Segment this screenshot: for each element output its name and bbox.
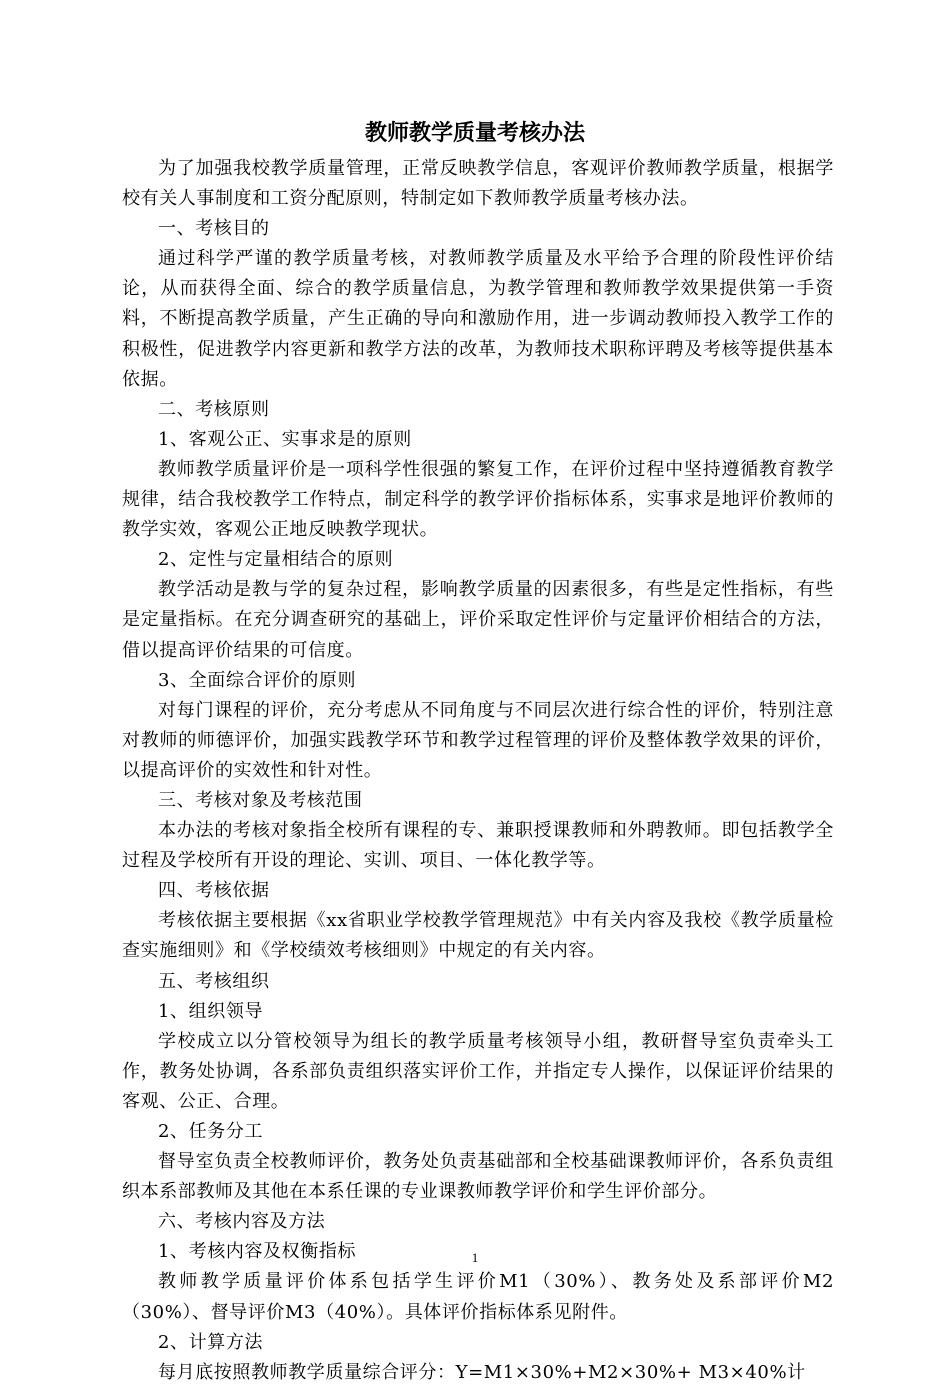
- section-heading-content-method: 六、考核内容及方法: [158, 1211, 326, 1233]
- document-title: 教师教学质量考核办法: [364, 121, 585, 146]
- paragraph-calculation: 每月底按照教师教学质量综合评分：Y=M1×30%+M2×30%+ M3×40%计: [158, 1361, 806, 1383]
- section-heading-purpose: 一、考核目的: [158, 218, 270, 240]
- subheading-content-weights: 1、考核内容及权衡指标: [158, 1241, 357, 1263]
- paragraph-task-division: 督导室负责全校教师评价，教务处负责基础部和全校基础课教师评价，各系负责组织本系部教师及其他在本系任课的专业课教师教学评价和学生评价部分。: [122, 1151, 834, 1203]
- paragraph-scope: 本办法的考核对象指全校所有课程的专、兼职授课教师和外聘教师。即包括教学全过程及学校所有开设的理论、实训、项目、一体化教学等。: [122, 820, 834, 872]
- subheading-qualitative-quantitative: 2、定性与定量相结合的原则: [158, 549, 394, 571]
- subheading-comprehensive: 3、全面综合评价的原则: [158, 669, 357, 691]
- section-heading-principles: 二、考核原则: [158, 398, 270, 420]
- section-heading-scope: 三、考核对象及考核范围: [158, 789, 363, 811]
- subheading-task-division: 2、任务分工: [158, 1121, 264, 1142]
- section-heading-organization: 五、考核组织: [158, 970, 270, 992]
- subheading-leadership: 1、组织领导: [158, 1000, 264, 1022]
- section-heading-basis: 四、考核依据: [158, 880, 270, 902]
- paragraph-purpose: 通过科学严谨的教学质量考核，对教师教学质量及水平给予合理的阶段性评价结论，从而获得全面、综合的教学质量信息，为教学管理和教师教学效果提供第一手资料，不断提高教学质量，产生正确的导向和激励作用，进一步调动教师投入教学工作的积极性，促进教学内容更新和教学方法的改革，为教师技术职称评聘及考核等提供基本依据。: [122, 248, 834, 390]
- paragraph-qualitative-quantitative: 教学活动是教与学的复杂过程，影响教学质量的因素很多，有些是定性指标，有些是定量指标。在充分调查研究的基础上，评价采取定性评价与定量评价相结合的方法，借以提高评价结果的可信度。: [122, 579, 834, 661]
- paragraph-objective-principle: 教师教学质量评价是一项科学性很强的繁复工作，在评价过程中坚持遵循教育教学规律，结合我校教学工作特点，制定科学的教学评价指标体系，实事求是地评价教师的教学实效，客观公正地反映教学现状。: [122, 458, 834, 541]
- subheading-calculation: 2、计算方法: [158, 1331, 264, 1353]
- subheading-objective-principle: 1、客观公正、实事求是的原则: [158, 428, 412, 450]
- paragraph-basis: 考核依据主要根据《xx省职业学校教学管理规范》中有关内容及我校《教学质量检查实施细则》和《学校绩效考核细则》中规定的有关内容。: [122, 910, 834, 962]
- paragraph-leadership: 学校成立以分管校领导为组长的教学质量考核领导小组，教研督导室负责牵头工作，教务处协调，各系部负责组织落实评价工作，并指定专人操作，以保证评价结果的客观、公正、合理。: [122, 1030, 834, 1112]
- paragraph-comprehensive: 对每门课程的评价，充分考虑从不同角度与不同层次进行综合性的评价，特别注意对教师的师德评价，加强实践教学环节和教学过程管理的评价及整体教学效果的评价，以提高评价的实效性和针对性。: [122, 699, 834, 781]
- document-body: [122, 154, 834, 1388]
- paragraph-content-weights: 教师教学质量评价体系包括学生评价M1（30%）、教务处及系部评价M2（30%）、督导评价M3（40%）。具体评价指标体系见附件。: [122, 1271, 834, 1323]
- paragraph-intro: 为了加强我校教学质量管理，正常反映教学信息，客观评价教师教学质量，根据学校有关人事制度和工资分配原则，特制定如下教师教学质量考核办法。: [122, 158, 834, 210]
- page-number: 1: [471, 1250, 479, 1265]
